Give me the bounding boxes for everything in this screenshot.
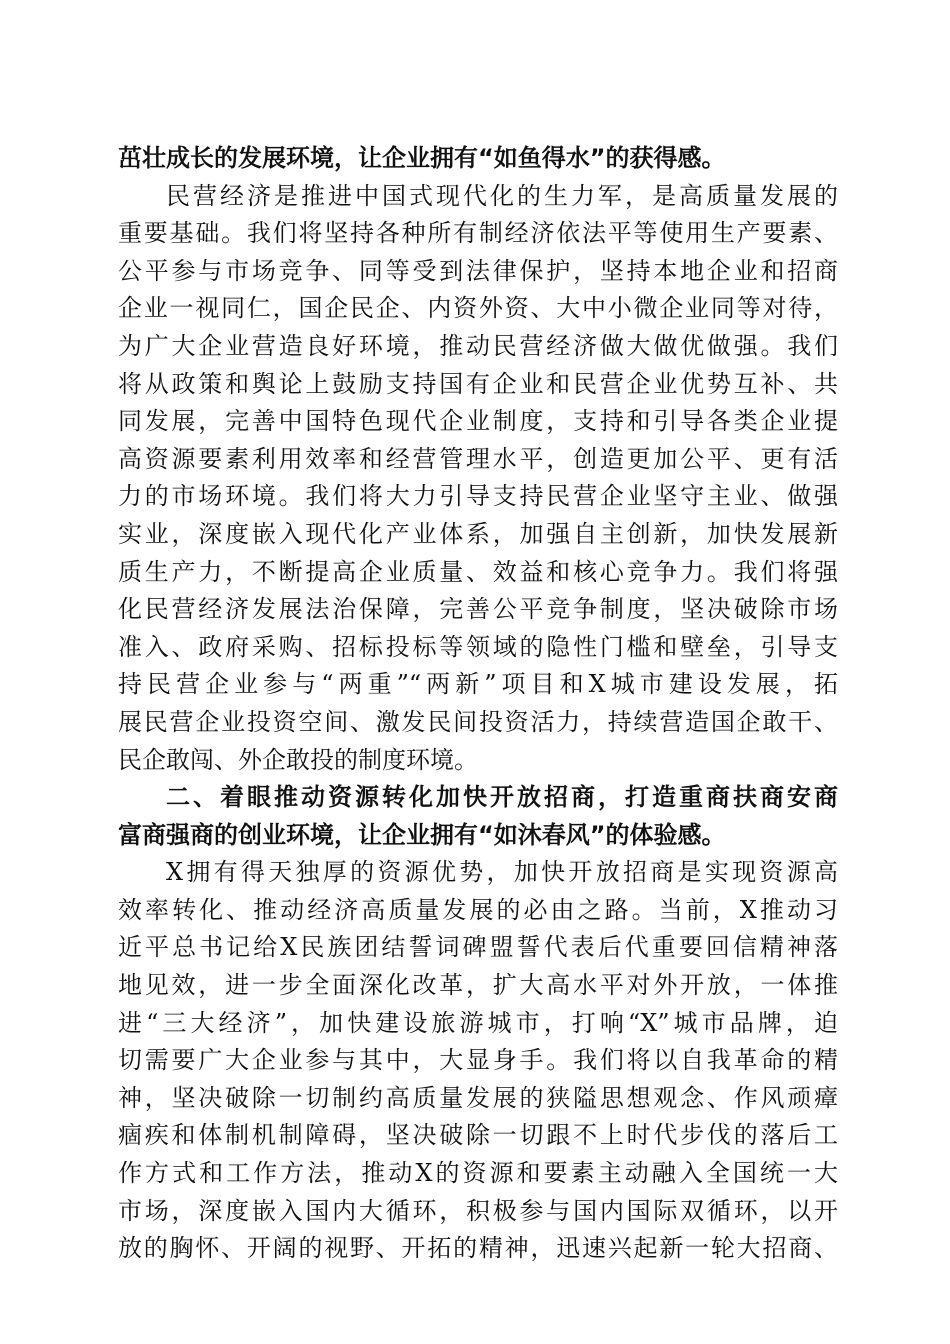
paragraph-line: 进“三大经济”，加快建设旅游城市，打响“X”城市品牌，迫: [118, 1008, 838, 1037]
paragraph-line: 同发展，完善中国特色现代企业制度，支持和引导各类企业提: [118, 407, 838, 436]
paragraph-line: 高资源要素利用效率和经营管理水平，创造更加公平、更有活: [118, 444, 838, 473]
paragraph-line: 切需要广大企业参与其中，大显身手。我们将以自我革命的精: [118, 1046, 838, 1075]
paragraph-line: 质生产力，不断提高企业质量、效益和核心竞争力。我们将强: [118, 557, 838, 586]
paragraph-line: 为广大企业营造良好环境，推动民营经济做大做优做强。我们: [118, 331, 838, 360]
paragraph-line: 将从政策和舆论上鼓励支持国有企业和民营企业优势互补、共: [118, 369, 838, 398]
paragraph-line: 实业，深度嵌入现代化产业体系，加强自主创新，加快发展新: [118, 519, 838, 548]
paragraph-line: 民营经济是推进中国式现代化的生力军，是高质量发展的: [166, 181, 838, 210]
heading-line: 茁壮成长的发展环境，让企业拥有“如鱼得水”的获得感。: [118, 144, 726, 172]
paragraph-line: 公平参与市场竞争、同等受到法律保护，坚持本地企业和招商: [118, 256, 838, 285]
paragraph-line: 市场，深度嵌入国内大循环，积极参与国内国际双循环，以开: [118, 1196, 838, 1225]
heading-line: 二、着眼推动资源转化加快开放招商，打造重商扶商安商: [166, 783, 838, 812]
paragraph-line: 重要基础。我们将坚持各种所有制经济依法平等使用生产要素、: [118, 219, 838, 248]
paragraph-line: 效率转化、推动经济高质量发展的必由之路。当前，X推动习: [118, 895, 838, 924]
paragraph-line: 准入、政府采购、招标投标等领域的隐性门槛和壁垒，引导支: [118, 632, 838, 661]
paragraph-line: 化民营经济发展法治保障，完善公平竞争制度，坚决破除市场: [118, 595, 838, 624]
paragraph-line: X拥有得天独厚的资源优势，加快开放招商是实现资源高: [166, 858, 838, 887]
paragraph-line: 展民营企业投资空间、激发民间投资活力，持续营造国企敢干、: [118, 707, 838, 736]
document-page: [118, 140, 838, 1268]
paragraph-line: 近平总书记给X民族团结誓词碑盟誓代表后代重要回信精神落: [118, 933, 838, 962]
paragraph-line: 地见效，进一步全面深化改革，扩大高水平对外开放，一体推: [118, 971, 838, 1000]
paragraph-line: 神，坚决破除一切制约高质量发展的狭隘思想观念、作风顽瘴: [118, 1083, 838, 1112]
paragraph-line: 痼疾和体制机制障碍，坚决破除一切跟不上时代步伐的落后工: [118, 1121, 838, 1150]
paragraph-line: 企业一视同仁，国企民企、内资外资、大中小微企业同等对待，: [118, 294, 838, 323]
heading-line: 富商强商的创业环境，让企业拥有“如沐春风”的体验感。: [118, 820, 726, 849]
paragraph-line: 作方式和工作方法，推动X的资源和要素主动融入全国统一大: [118, 1159, 838, 1188]
paragraph-line: 持民营企业参与“两重”“两新”项目和X城市建设发展，拓: [118, 670, 838, 699]
paragraph-line: 放的胸怀、开阔的视野、开拓的精神，迅速兴起新一轮大招商、: [118, 1234, 838, 1263]
paragraph-line: 民企敢闯、外企敢投的制度环境。: [118, 745, 478, 774]
paragraph-line: 力的市场环境。我们将大力引导支持民营企业坚守主业、做强: [118, 482, 838, 511]
